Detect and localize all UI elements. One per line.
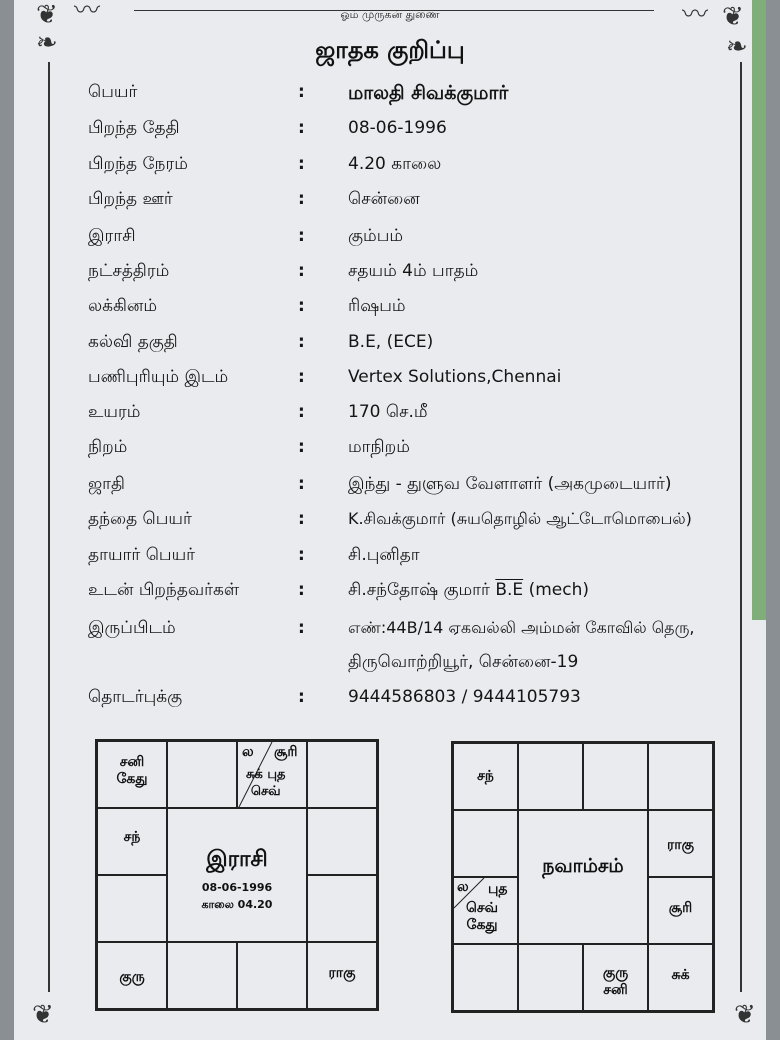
rasi-house — [307, 741, 377, 808]
rasi-house — [307, 875, 377, 942]
detail-label: ஜாதி — [88, 474, 125, 494]
rasi-birth-time: காலை 04.20 — [201, 898, 273, 911]
rasi-title: இராசி — [206, 847, 268, 872]
colon: : — [298, 82, 305, 102]
colon: : — [298, 118, 305, 138]
detail-value: சென்னை — [348, 189, 420, 209]
detail-label: இருப்பிடம் — [88, 618, 176, 638]
detail-label: பணிபுரியும் இடம் — [88, 367, 229, 387]
detail-row-siblings — [88, 580, 764, 610]
detail-row-address — [88, 618, 764, 680]
colon: : — [298, 687, 305, 707]
navamsa-planet: செவ் கேது — [466, 900, 499, 933]
rasi-center — [167, 808, 307, 942]
rasi-house: சந் — [97, 808, 167, 875]
left-border — [48, 62, 50, 992]
navamsa-house — [648, 743, 713, 810]
colon: : — [298, 261, 305, 281]
detail-row-workplace — [88, 367, 764, 397]
detail-row-lagnam — [88, 296, 764, 326]
colon: : — [298, 545, 305, 565]
colon: : — [298, 509, 305, 529]
sibling-name: சி.சந்தோஷ் குமார் — [348, 580, 496, 600]
detail-value: சதயம் 4ம் பாதம் — [348, 261, 479, 281]
detail-label: பிறந்த ஊர் — [88, 189, 173, 209]
detail-value: K.சிவக்குமார் (சுயதொழில் ஆட்டோமொபைல்) — [348, 509, 692, 528]
navamsa-house — [518, 944, 583, 1011]
rasi-house-lagnam — [237, 741, 307, 808]
colon: : — [298, 332, 305, 352]
detail-label: உயரம் — [88, 402, 141, 422]
detail-label: லக்கினம் — [88, 296, 158, 316]
colon: : — [298, 580, 305, 600]
detail-value: கும்பம் — [348, 226, 404, 246]
detail-row-birth-time — [88, 154, 764, 184]
detail-row-education — [88, 332, 764, 362]
rasi-house — [167, 741, 237, 808]
lagna-marker: ல — [242, 744, 254, 760]
navamsa-house: சூரி — [648, 877, 713, 944]
colon: : — [298, 154, 305, 174]
detail-row-birth-place — [88, 189, 764, 219]
navamsa-chart — [451, 741, 715, 1013]
detail-value: இந்து - துளுவ வேளாளர் (அகமுடையார்) — [348, 474, 672, 494]
detail-value-line2: திருவொற்றியூர், சென்னை-19 — [348, 652, 579, 672]
detail-row-father — [88, 509, 764, 539]
navamsa-house — [453, 810, 518, 877]
detail-value: மாநிறம் — [348, 437, 410, 457]
detail-value: 9444586803 / 9444105793 — [348, 687, 581, 707]
detail-row-rasi — [88, 226, 764, 256]
detail-row-star — [88, 261, 764, 291]
sibling-degree: B.E — [495, 580, 524, 600]
colon: : — [298, 474, 305, 494]
navamsa-house — [518, 743, 583, 810]
colon: : — [298, 618, 305, 638]
detail-label: கல்வி தகுதி — [88, 332, 178, 352]
corner-ornament-icon: 〰 — [74, 0, 101, 26]
page-title: ஜாதக குறிப்பு — [315, 36, 465, 64]
detail-row-mother — [88, 545, 764, 575]
navamsa-house: சந் — [453, 743, 518, 810]
detail-row-birth-date — [88, 118, 764, 148]
detail-row-caste — [88, 474, 764, 504]
rasi-house: குரு — [97, 942, 167, 1009]
corner-ornament-icon: ❦ — [36, 0, 58, 30]
detail-label: பெயர் — [88, 82, 138, 102]
detail-label: தாயார் பெயர் — [88, 545, 196, 565]
detail-row-complexion — [88, 437, 764, 467]
detail-value: மாலதி சிவக்குமார் — [348, 82, 509, 104]
navamsa-house: சுக் — [648, 944, 713, 1011]
detail-value: எண்:44B/14 ஏகவல்லி அம்மன் கோவில் தெரு, — [348, 618, 695, 637]
detail-label: பிறந்த தேதி — [88, 118, 180, 138]
detail-label: இராசி — [88, 226, 136, 246]
navamsa-house: குரு சனி — [583, 944, 648, 1011]
navamsa-house-lagnam — [453, 877, 518, 944]
detail-value: B.E, (ECE) — [348, 332, 434, 352]
detail-value: சி.புனிதா — [348, 545, 420, 565]
detail-value: 170 செ.மீ — [348, 402, 428, 422]
navamsa-planet: புத — [488, 881, 508, 897]
detail-value: Vertex Solutions,Chennai — [348, 367, 562, 387]
rasi-house — [97, 875, 167, 942]
rasi-house: சனி கேது — [97, 741, 167, 808]
corner-ornament-icon: ❦ — [32, 1000, 54, 1030]
colon: : — [298, 296, 305, 316]
navamsa-house — [453, 944, 518, 1011]
colon: : — [298, 402, 305, 422]
detail-label: தந்தை பெயர் — [88, 509, 192, 529]
rasi-house — [307, 808, 377, 875]
rasi-birth-date: 08-06-1996 — [201, 881, 273, 894]
rasi-house — [167, 942, 237, 1009]
rasi-chart — [95, 739, 379, 1011]
detail-row-height — [88, 402, 764, 432]
corner-ornament-icon: 〰 — [682, 0, 709, 30]
detail-value — [348, 580, 589, 602]
colon: : — [298, 437, 305, 457]
corner-ornament-icon: ❧ — [36, 28, 58, 58]
horoscope-sheet — [14, 0, 766, 1040]
detail-row-contact — [88, 687, 764, 717]
colon: : — [298, 189, 305, 209]
detail-value: ரிஷபம் — [348, 296, 406, 316]
detail-label: நட்சத்திரம் — [88, 261, 170, 281]
navamsa-house: ராகு — [648, 810, 713, 877]
detail-label: பிறந்த நேரம் — [88, 154, 188, 174]
rasi-planet: சூரி — [274, 744, 298, 760]
navamsa-house — [583, 743, 648, 810]
colon: : — [298, 226, 305, 246]
rasi-house — [237, 942, 307, 1009]
corner-ornament-icon: ❦ — [722, 2, 744, 32]
lagna-marker: ல — [457, 879, 469, 895]
detail-label: நிறம் — [88, 437, 128, 457]
detail-value: 08-06-1996 — [348, 118, 447, 138]
detail-label: தொடர்புக்கு — [88, 687, 183, 707]
detail-row-name — [88, 82, 764, 112]
detail-label: உடன் பிறந்தவர்கள் — [88, 580, 240, 600]
navamsa-center — [518, 810, 648, 944]
rasi-house: ராகு — [307, 942, 377, 1009]
rasi-planet: சுக் புத செவ் — [246, 767, 286, 799]
corner-ornament-icon: ❧ — [726, 32, 748, 62]
detail-value: 4.20 காலை — [348, 154, 442, 174]
sibling-branch: (mech) — [523, 580, 589, 600]
blessing-text: ஓம் முருகன் துணை — [340, 8, 440, 21]
navamsa-title: நவாம்சம் — [542, 855, 624, 877]
corner-ornament-icon: ❦ — [734, 1000, 756, 1030]
colon: : — [298, 367, 305, 387]
